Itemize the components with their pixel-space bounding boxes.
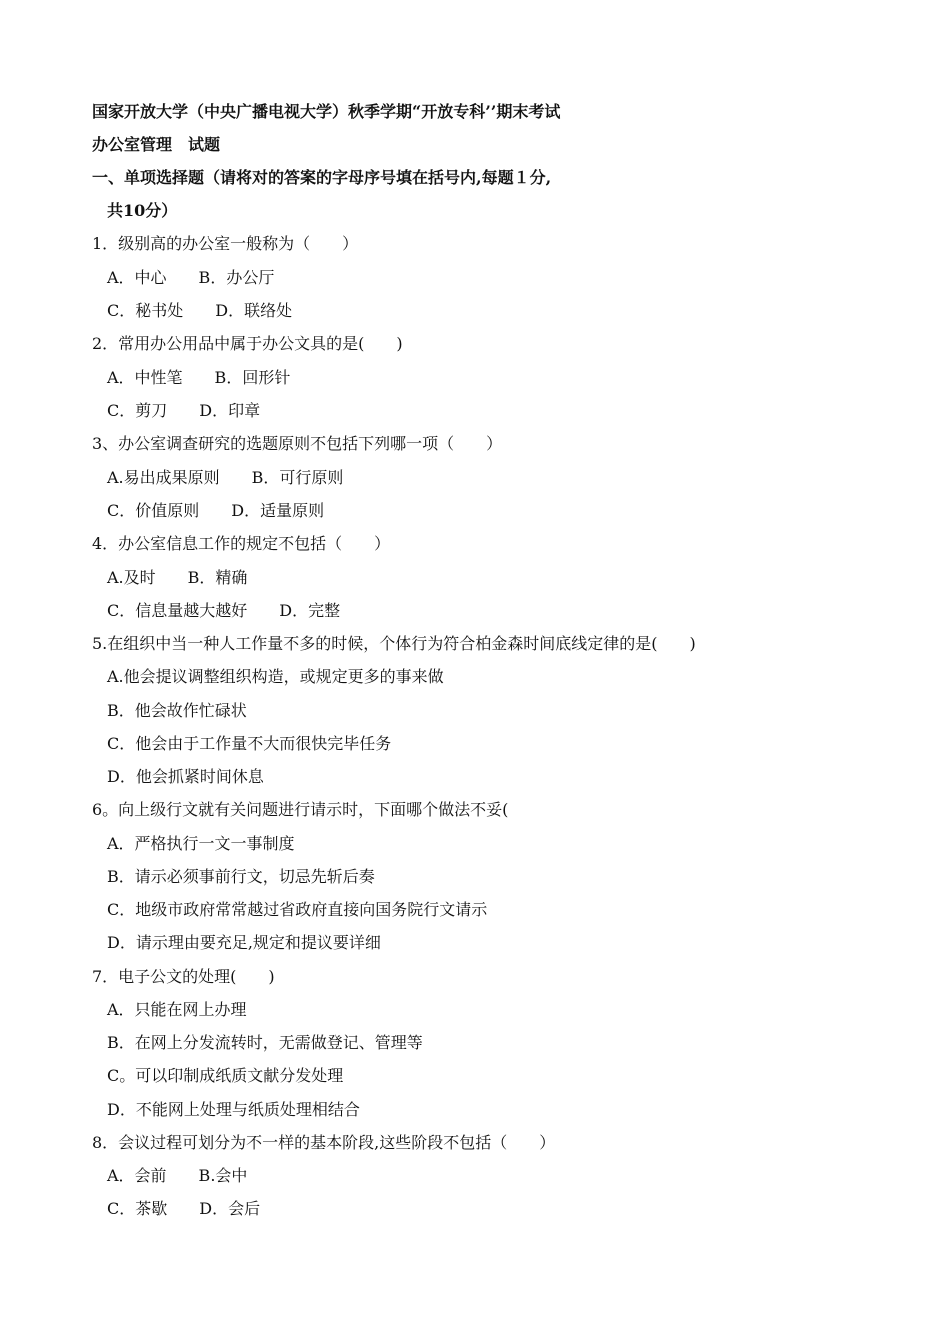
question-stem: 7．电子公文的处理( ) [92,967,275,986]
question-option: D．他会抓紧时间休息 [107,767,264,786]
question-option: B．在网上分发流转时，无需做登记、管理等 [107,1033,423,1052]
section-heading-continued: 共10分） [107,201,178,220]
question-option: A.及时 B．精确 [107,568,248,587]
question-option: C．价值原则 D．适量原则 [107,501,325,520]
question-option: A．会前 B.会中 [107,1166,248,1185]
question-option: C．他会由于工作量不大而很快完毕任务 [107,734,392,753]
question-stem: 8．会议过程可划分为不一样的基本阶段,这些阶段不包括（ ） [92,1133,556,1152]
question-option: A．只能在网上办理 [107,1000,247,1019]
question-option: A.他会提议调整组织构造，或规定更多的事来做 [107,667,444,686]
question-option: D．请示理由要充足,规定和提议要详细 [107,933,381,952]
question-stem: 1．级别高的办公室一般称为（ ） [92,234,359,253]
question-option: C。可以印制成纸质文献分发处理 [107,1066,344,1085]
question-option: A．严格执行一文一事制度 [107,834,295,853]
question-option: C．茶歇 D．会后 [107,1199,261,1218]
question-option: A.易出成果原则 B．可行原则 [107,468,344,487]
question-stem: 6。向上级行文就有关问题进行请示时，下面哪个做法不妥( [92,800,509,819]
question-option: A．中性笔 B．回形针 [107,368,291,387]
exam-subject: 办公室管理 试题 [92,135,221,154]
question-stem: 2．常用办公用品中属于办公文具的是( ) [92,334,403,353]
question-option: D．不能网上处理与纸质处理相结合 [107,1100,360,1119]
question-option: A．中心 B．办公厅 [107,268,275,287]
question-stem: 4．办公室信息工作的规定不包括（ ） [92,534,391,553]
exam-title: 国家开放大学（中央广播电视大学）秋季学期“开放专科’’期末考试 [92,102,561,121]
question-option: C．秘书处 D．联络处 [107,301,293,320]
question-stem: 5.在组织中当一种人工作量不多的时候，个体行为符合柏金森时间底线定律的是( ) [92,634,696,653]
question-option: C．剪刀 D．印章 [107,401,261,420]
question-option: C．信息量越大越好 D．完整 [107,601,341,620]
question-option: B．他会故作忙碌状 [107,701,247,720]
question-option: C．地级市政府常常越过省政府直接向国务院行文请示 [107,900,488,919]
question-option: B．请示必须事前行文，切忌先斩后奏 [107,867,375,886]
question-stem: 3、办公室调查研究的选题原则不包括下列哪一项（ ） [92,434,503,453]
section-heading: 一、单项选择题（请将对的答案的字母序号填在括号内,每题１分, [92,168,552,187]
